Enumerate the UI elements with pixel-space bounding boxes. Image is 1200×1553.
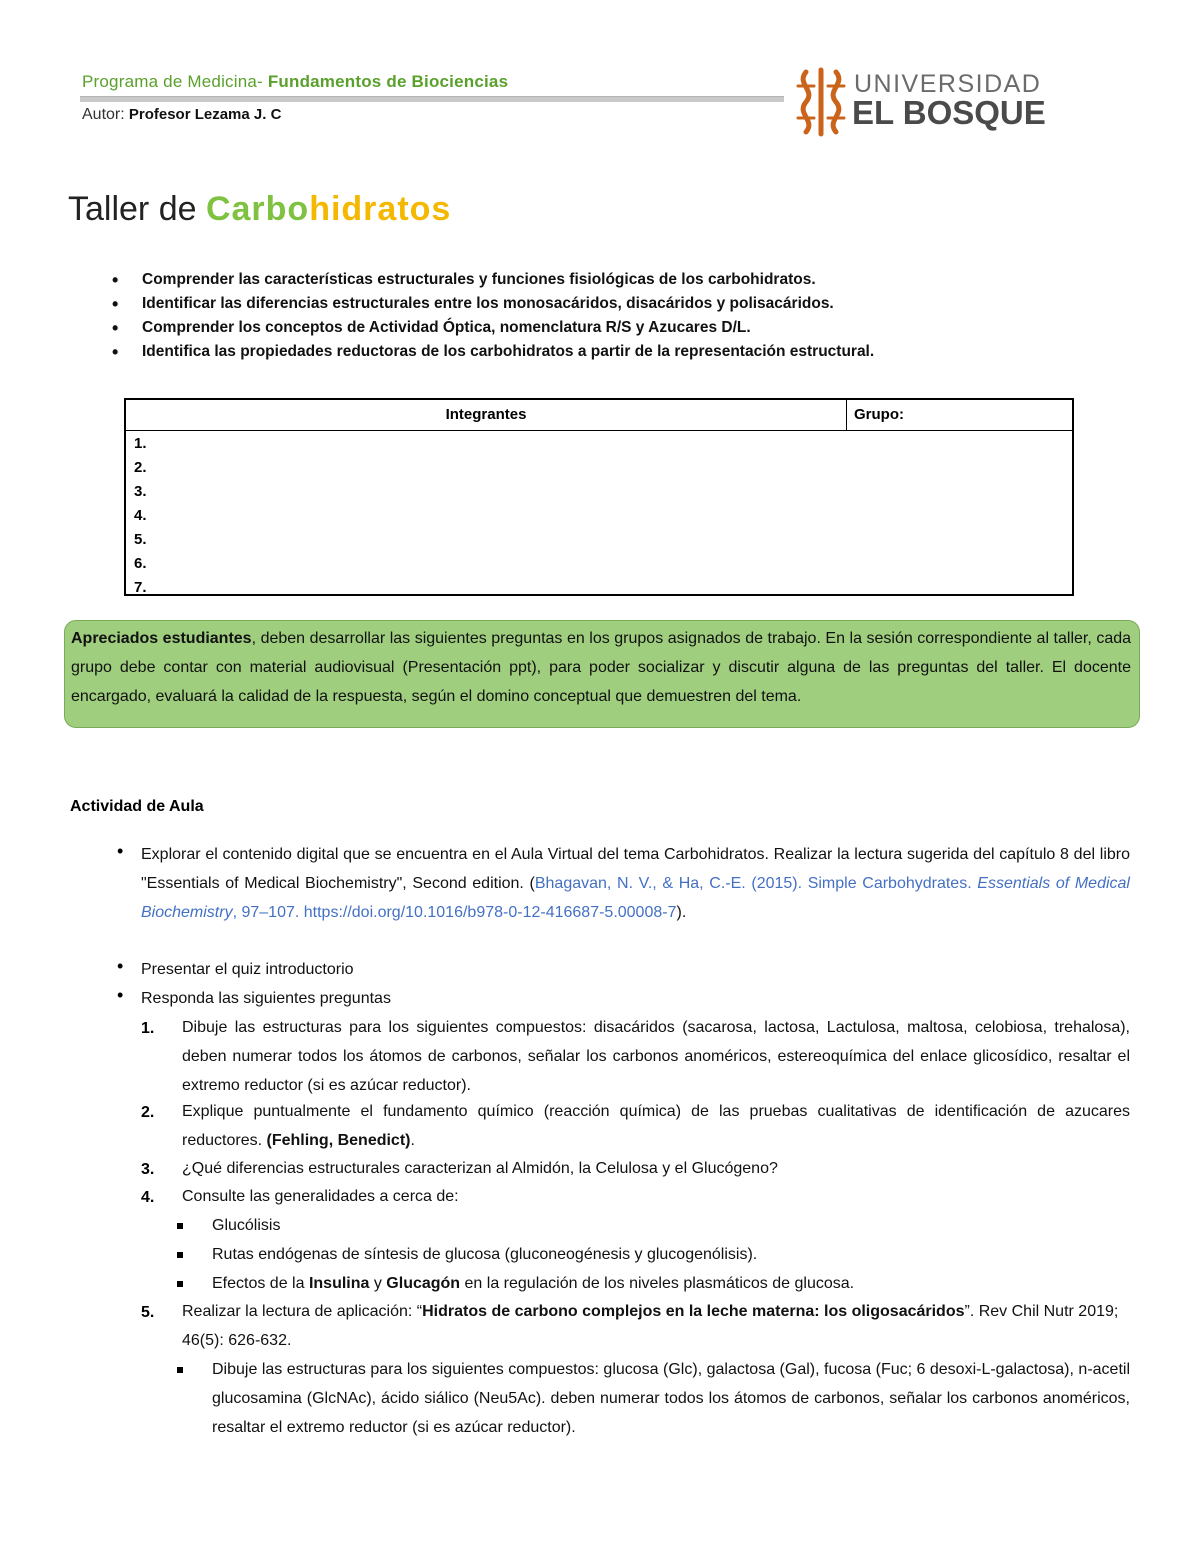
reference-close: ). [676, 904, 687, 921]
author-label: Autor: [82, 106, 125, 123]
logo-name-text: EL BOSQUE [852, 94, 1046, 131]
callout-lead: Apreciados estudiantes [71, 630, 252, 647]
title-prefix: Taller de [68, 190, 206, 228]
question-number: 4. [141, 1189, 155, 1206]
program-title [82, 72, 508, 92]
members-table-header [126, 400, 1072, 431]
instructions-callout [64, 620, 1140, 728]
activity-item-quiz: Presentar el quiz introductorio [141, 961, 354, 978]
logo-emblem-icon [792, 66, 850, 138]
program-prefix: Programa de Medicina- [82, 72, 263, 91]
question-4: Consulte las generalidades a cerca de: [182, 1188, 459, 1205]
members-column-header: Integrantes [126, 400, 847, 430]
page-title [68, 190, 451, 229]
question-5-text: Realizar la lectura de aplicación: “ [182, 1303, 423, 1320]
objective-item: • Comprender las características estructurales y funciones fisiológicas de los carbohidratos. [112, 268, 1132, 292]
member-row: 3. [134, 483, 147, 500]
question-number: 5. [141, 1304, 155, 1321]
title-part-hidratos: hidratos [309, 190, 452, 228]
header-divider [80, 96, 784, 102]
reference-doi-link[interactable]: , 97–107. https://doi.org/10.1016/b978-0-12-416687-5.00008-7 [232, 904, 677, 921]
members-table [124, 398, 1074, 596]
member-row: 5. [134, 531, 147, 548]
square-bullet-icon [177, 1223, 183, 1229]
member-row: 7. [134, 579, 147, 596]
member-row: 2. [134, 459, 147, 476]
question-number: 1. [141, 1020, 155, 1037]
activity-item-explore [141, 840, 1130, 927]
question-5-citation: ”. Rev Chil Nutr 2019; 46(5): 626-632. [182, 1303, 1119, 1349]
square-bullet-icon [177, 1252, 183, 1258]
question-4-item: Glucólisis [212, 1217, 281, 1234]
objective-item: • Identificar las diferencias estructurales entre los monosacáridos, disacáridos y polisacáridos. [112, 292, 1132, 316]
members-rows [134, 432, 147, 600]
bullet-marker: • [117, 956, 124, 976]
author-name: Profesor Lezama J. C [124, 106, 282, 123]
objective-item: • Identifica las propiedades reductoras de los carbohidratos a partir de la representación estructural. [112, 340, 1132, 364]
question-2 [182, 1097, 1130, 1155]
logo-university-text: UNIVERSIDAD [854, 70, 1042, 98]
member-row: 1. [134, 435, 147, 452]
member-row: 6. [134, 555, 147, 572]
university-logo [792, 64, 1046, 140]
activity-heading: Actividad de Aula [70, 798, 204, 815]
objectives-list [112, 268, 1132, 364]
square-bullet-icon [177, 1281, 183, 1287]
explore-text: Explorar el contenido digital que se encuentra en el Aula Virtual del tema Carbohidratos. Realizar la lectura sugerida del capítulo 8 del libro "Essentials of Medical Biochemistry", Second edition. ( [141, 846, 1130, 892]
bullet-marker: • [117, 985, 124, 1005]
author-line [82, 106, 281, 124]
reference-journal: Essentials of Medical Biochemistry [141, 875, 1130, 921]
question-2-text: Explique puntualmente el fundamento químico (reacción química) de las pruebas cualitativas de identificación de azucares reductores. [182, 1103, 1130, 1149]
square-bullet-icon [177, 1367, 183, 1373]
bullet-marker: • [117, 841, 124, 861]
reference-authors: Bhagavan, N. V., & Ha, C.-E. (2015). Simple Carbohydrates. [534, 875, 978, 892]
question-5 [182, 1297, 1130, 1355]
group-column-header: Grupo: [854, 406, 904, 423]
question-2-tests: (Fehling, Benedict) [266, 1132, 411, 1149]
activity-item-questions: Responda las siguientes preguntas [141, 990, 391, 1007]
item-text: y [369, 1275, 387, 1292]
question-4-item [212, 1269, 1130, 1298]
program-course: Fundamentos de Biociencias [262, 72, 509, 91]
question-4-item: Rutas endógenas de síntesis de glucosa (gluconeogénesis y glucogenólisis). [212, 1246, 758, 1263]
item-text: Efectos de la [212, 1275, 309, 1292]
question-number: 3. [141, 1161, 155, 1178]
item-insulin: Insulina [308, 1275, 370, 1292]
title-part-carbo: Carbo [205, 190, 310, 228]
item-text: en la regulación de los niveles plasmáticos de glucosa. [460, 1275, 855, 1292]
member-row: 4. [134, 507, 147, 524]
objective-item: • Comprender los conceptos de Actividad Óptica, nomenclatura R/S y Azucares D/L. [112, 316, 1132, 340]
item-glucagon: Glucagón [386, 1275, 461, 1292]
question-2-end: . [410, 1132, 415, 1149]
question-5-item: Dibuje las estructuras para los siguientes compuestos: glucosa (Glc), galactosa (Gal), fucosa (Fuc; 6 desoxi-L-galactosa), n-acetil glucosamina (GlcNAc), ácido siálico (Neu5Ac). deben numerar todos los átomos de carbonos, señalar los carbonos anoméricos, resaltar el extremo reductor (si es azúcar reductor). [212, 1361, 1130, 1436]
question-1: Dibuje las estructuras para los siguientes compuestos: disacáridos (sacarosa, lactosa, Lactulosa, maltosa, celobiosa, trehalosa), deben numerar todos los átomos de carbonos, señalar los carbonos anoméricos, estereoquímica del enlace glicosídico, resaltar el extremo reductor (si es azúcar reductor). [182, 1019, 1130, 1094]
question-number: 2. [141, 1104, 155, 1121]
question-3: ¿Qué diferencias estructurales caracterizan al Almidón, la Celulosa y el Glucógeno? [182, 1160, 778, 1177]
callout-text: , deben desarrollar las siguientes preguntas en los grupos asignados de trabajo. En la sesión correspondiente al taller, cada grupo debe contar con material audiovisual (Presentación ppt), para poder socializar y discutir alguna de las preguntas del taller. El docente encargado, evaluará la calidad de la respuesta, según el domino conceptual que demuestren del tema. [71, 630, 1132, 705]
question-5-article: Hidratos de carbono complejos en la leche materna: los oligosacáridos [422, 1303, 965, 1320]
